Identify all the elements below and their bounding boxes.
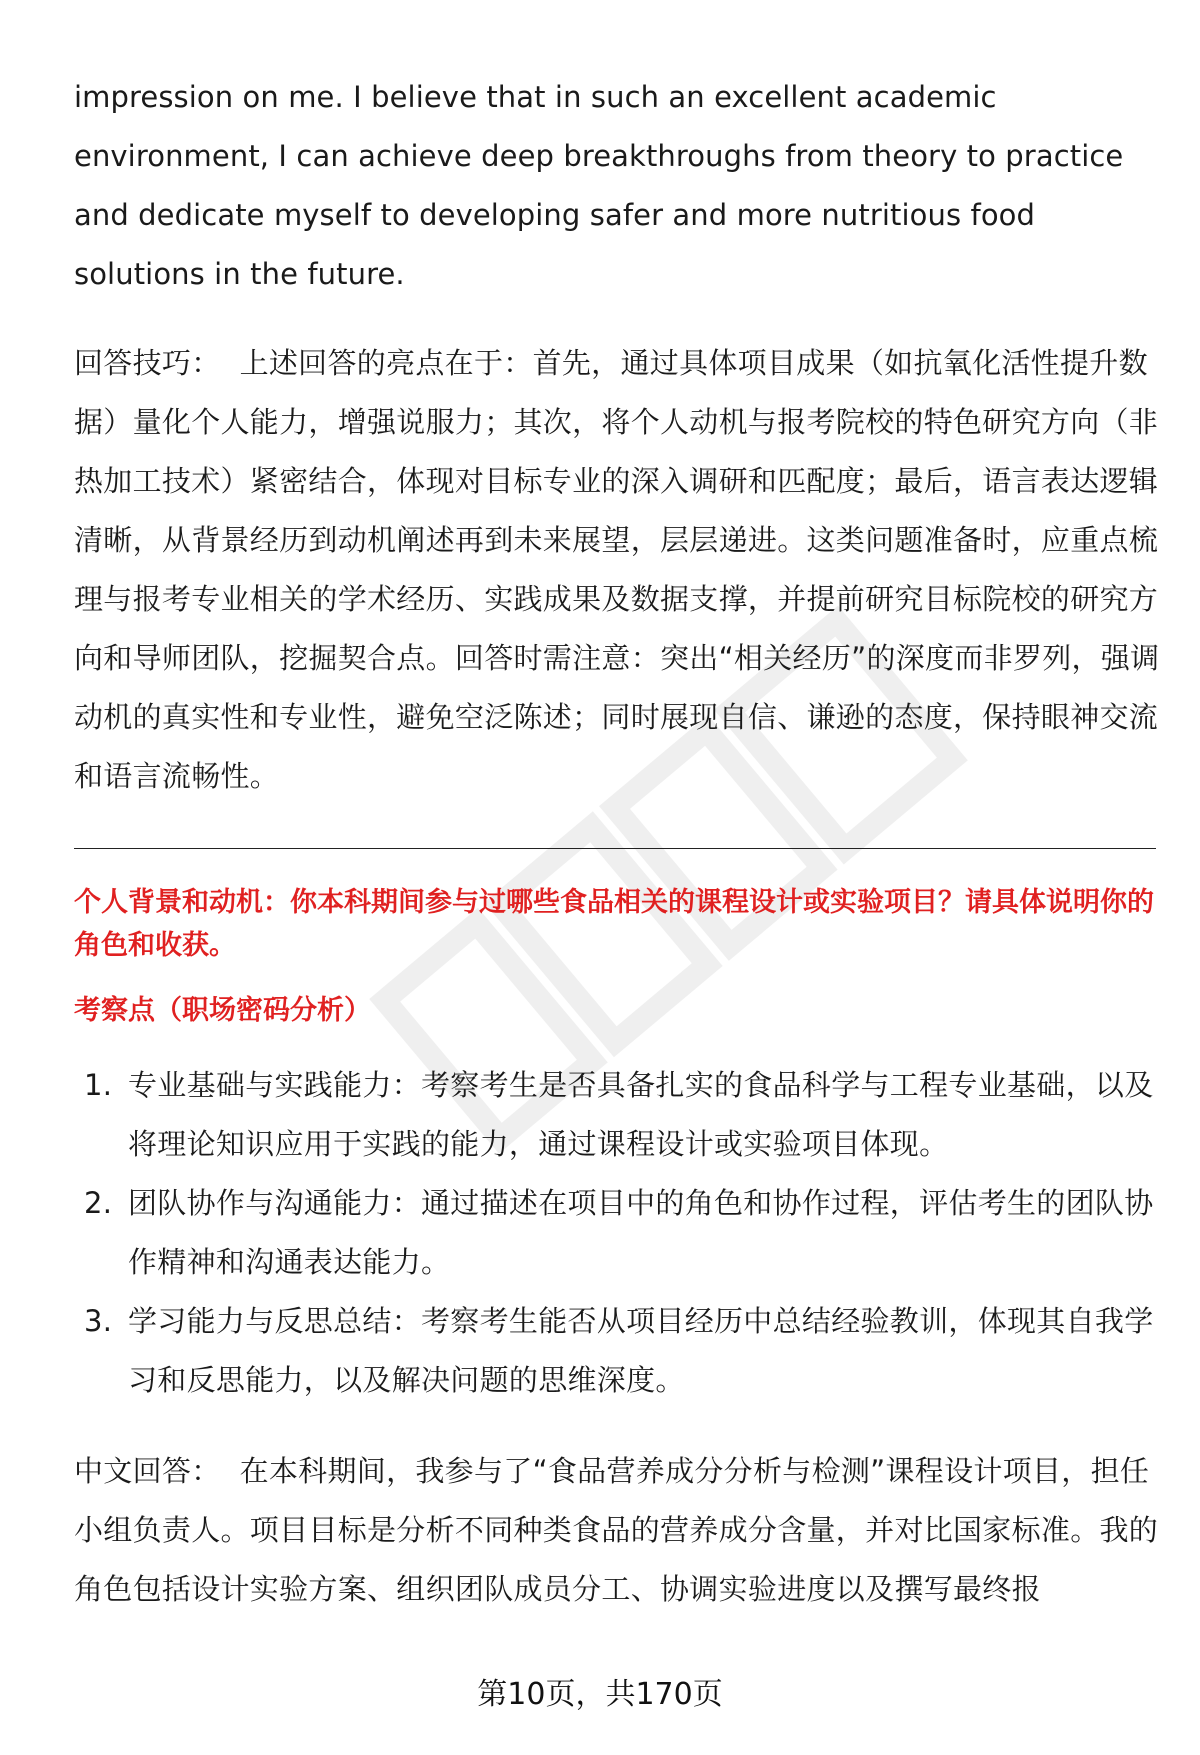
answer-tips-text: 上述回答的亮点在于：首先，通过具体项目成果（如抗氧化活性提升数据）量化个人能力，增强说服力；其次，将个人动机与报考院校的特色研究方向（非热加工技术）紧密结合，体现对目标专业的深入调研和匹配度；最后，语言表达逻辑清晰，从背景经历到动机阐述再到未来展望，层层递进。这类问题准备时，应重点梳理与报考专业相关的学术经历、实践成果及数据支撑，并提前研究目标院校的研究方向和导师团队，挖掘契合点。回答时需注意：突出“相关经历”的深度而非罗列，强调动机的真实性和专业性，避免空泛陈述；同时展现自信、谦逊的态度，保持眼神交流和语言流畅性。 xyxy=(74,346,1160,793)
list-item-text: 学习能力与反思总结：考察考生能否从项目经历中总结经验教训，体现其自我学习和反思能力，以及解决问题的思维深度。 xyxy=(128,1304,1154,1397)
chinese-answer xyxy=(74,1442,1160,1619)
chinese-answer-text: 在本科期间，我参与了“食品营养成分分析与检测”课程设计项目，担任小组负责人。项目目标是分析不同种类食品的营养成分含量，并对比国家标准。我的角色包括设计实验方案、组织团队成员分工、协调实验进度以及撰写最终报 xyxy=(74,1454,1159,1606)
list-item-number: 1. xyxy=(84,1068,113,1102)
list-item-number: 2. xyxy=(84,1186,113,1220)
page-footer: 第10页，共170页 xyxy=(477,1677,723,1712)
list-item-text: 团队协作与沟通能力：通过描述在项目中的角色和协作过程，评估考生的团队协作精神和沟通表达能力。 xyxy=(128,1186,1154,1279)
list-item xyxy=(74,1292,1160,1410)
list-item-text: 专业基础与实践能力：考察考生是否具备扎实的食品科学与工程专业基础，以及将理论知识应用于实践的能力，通过课程设计或实验项目体现。 xyxy=(128,1068,1154,1161)
list-item xyxy=(74,1174,1160,1292)
list-item-number: 3. xyxy=(84,1304,113,1338)
points-list xyxy=(74,1056,1160,1410)
answer-tips xyxy=(74,334,1160,806)
answer-tips-label: 回答技巧： xyxy=(74,346,221,380)
section-divider xyxy=(74,848,1156,849)
chinese-answer-label: 中文回答： xyxy=(74,1454,221,1488)
english-answer-tail: impression on me. I believe that in such an excellent academic environment, I can achieve deep breakthroughs from theory to practice and dedicate myself to developing safer and more nutritious food solutions in the future. xyxy=(74,80,1124,291)
document-page xyxy=(74,68,1160,1619)
question-heading: 个人背景和动机：你本科期间参与过哪些食品相关的课程设计或实验项目？请具体说明你的角色和收获。 xyxy=(74,887,1154,961)
points-title: 考察点（职场密码分析） xyxy=(74,995,371,1026)
list-item xyxy=(74,1056,1160,1174)
